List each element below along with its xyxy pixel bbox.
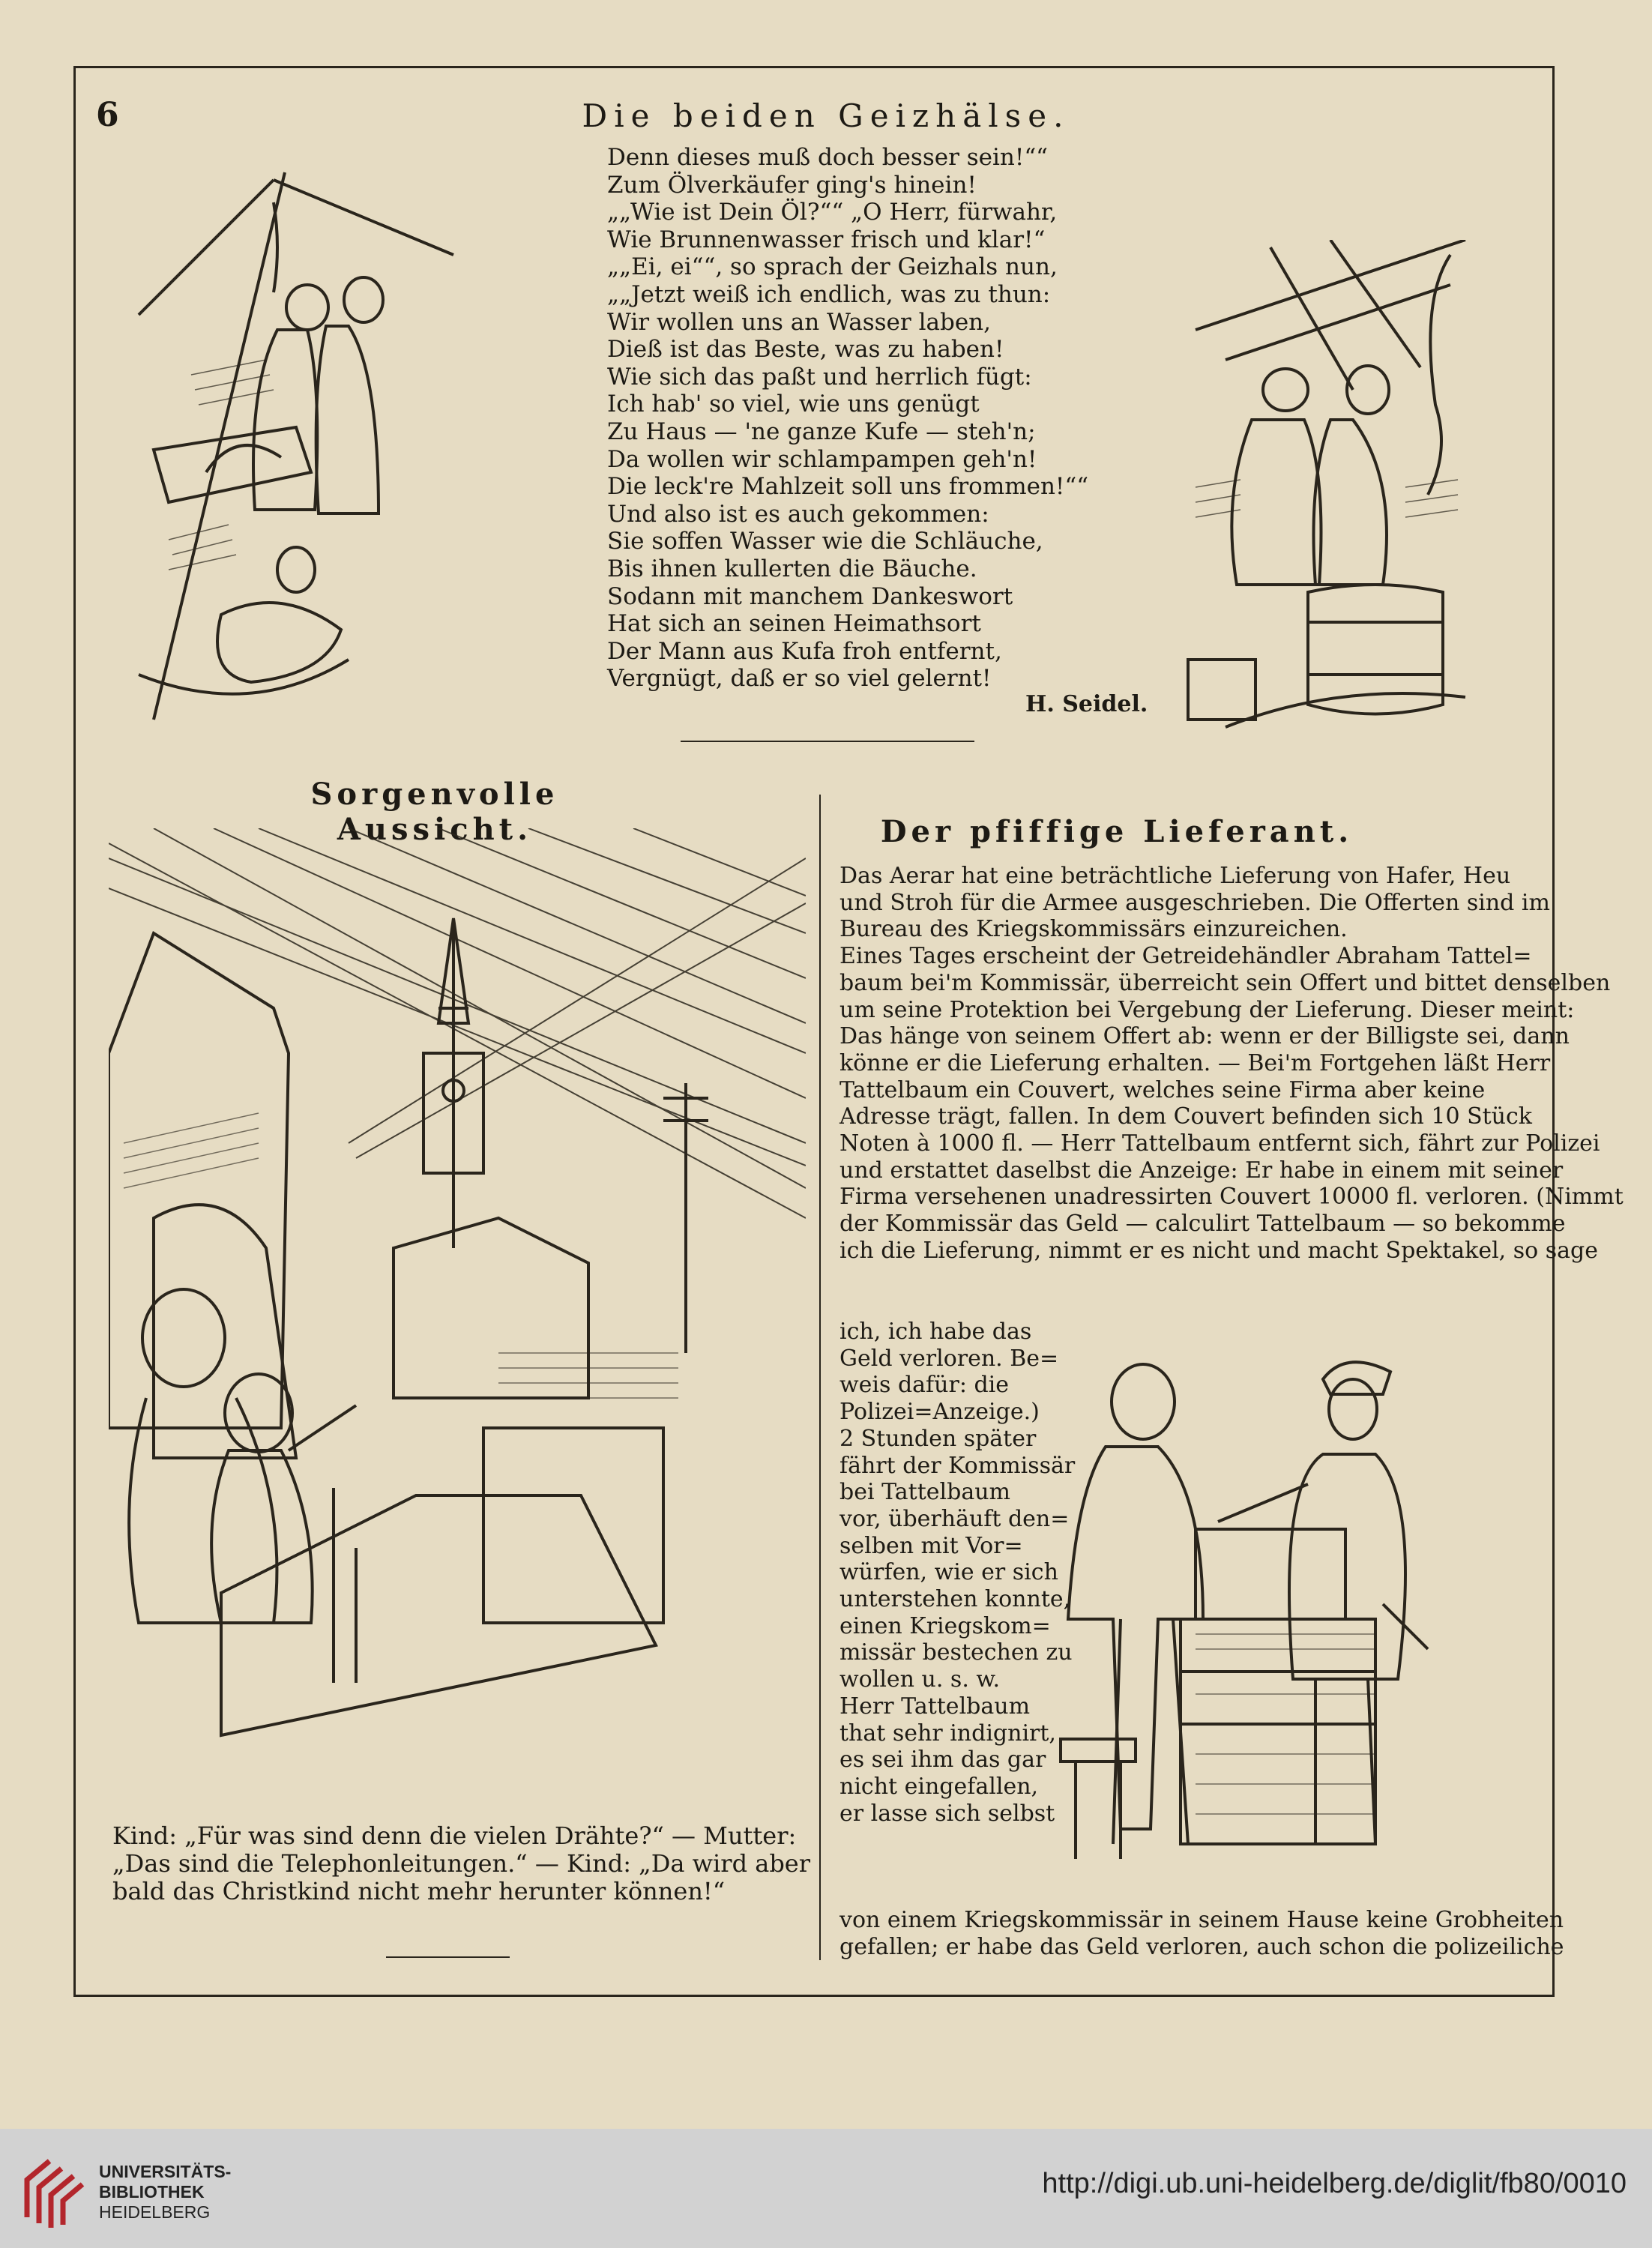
poem-line: Ich hab' so viel, wie uns genügt: [607, 391, 980, 418]
poem-line: Zum Ölverkäufer ging's hinein!: [607, 171, 977, 199]
poem-line: Hat sich an seinen Heimathsort: [607, 610, 981, 638]
article-line: weis dafür: die: [839, 1372, 1010, 1399]
page-title: Die beiden Geizhälse.: [582, 97, 1070, 134]
poem-line: Zu Haus — 'ne ganze Kufe — steh'n;: [607, 418, 1036, 445]
section-title-lieferant: Der pfiffige Lieferant.: [880, 814, 1354, 849]
illustration-misers-drinking: [1181, 240, 1473, 735]
article-line: Das Aerar hat eine beträchtliche Lieferung von Hafer, Heu: [839, 863, 1511, 889]
article-line: ich die Lieferung, nimmt er es nicht und macht Spektakel, so sage: [839, 1237, 1598, 1264]
article-line: gefallen; er habe das Geld verloren, auch schon die polizeiliche: [839, 1933, 1564, 1960]
caption-line: Kind: „Für was sind denn die vielen Drähte?“ — Mutter:: [112, 1821, 797, 1850]
article-line: ich, ich habe das: [839, 1319, 1032, 1345]
section-title-sorgenvolle: Sorgenvolle Aussicht.: [310, 777, 559, 847]
article-line: Tattelbaum ein Couvert, welches seine Firma aber keine: [839, 1076, 1486, 1103]
poem-line: Sie soffen Wasser wie die Schläuche,: [607, 528, 1043, 555]
article-body-full: [839, 863, 1624, 1265]
article-line: unterstehen konnte,: [839, 1586, 1071, 1613]
article-body-bottom: [839, 1907, 1564, 1960]
article-line: selben mit Vor=: [839, 1532, 1023, 1559]
article-line: fährt der Kommissär: [839, 1452, 1076, 1479]
poem-line: Denn dieses muß doch besser sein!““: [607, 144, 1049, 171]
library-footer: [0, 2129, 1652, 2248]
article-line: Geld verloren. Be=: [839, 1345, 1059, 1372]
library-name-line: HEIDELBERG: [99, 2202, 211, 2222]
library-name: [99, 2162, 231, 2223]
article-line: um seine Protektion bei Vergebung der Lieferung. Dieser meint:: [839, 996, 1575, 1023]
article-line: Polizei=Anzeige.): [839, 1399, 1040, 1426]
caption-line: „Das sind die Telephonleitungen.“ — Kind: „Da wird aber: [112, 1849, 811, 1878]
article-line: und Stroh für die Armee ausgeschrieben. Die Offerten sind im: [839, 889, 1550, 916]
poem-line: Sodann mit manchem Dankeswort: [607, 582, 1013, 610]
caption-line: bald das Christkind nicht mehr herunter können!“: [112, 1877, 726, 1905]
article-line: Bureau des Kriegskommissärs einzureichen.: [839, 916, 1348, 943]
poem-author: H. Seidel.: [1025, 691, 1148, 717]
article-line: that sehr indignirt,: [839, 1720, 1056, 1747]
article-line: 2 Stunden später: [839, 1425, 1037, 1452]
poem-line: Dieß ist das Beste, was zu haben!: [607, 336, 1004, 364]
illustration-telephone-wires: [109, 828, 806, 1810]
article-line: baum bei'm Kommissär, überreicht sein Offert und bittet denselben: [839, 969, 1611, 996]
library-logo-icon: [18, 2150, 90, 2232]
poem-line: Bis ihnen kullerten die Bäuche.: [607, 555, 977, 582]
poem-line: Da wollen wir schlampampen geh'n!: [607, 445, 1037, 473]
article-line: Das hänge von seinem Offert ab: wenn er der Billigste sei, dann: [839, 1023, 1570, 1050]
article-line: Adresse trägt, fallen. In dem Couvert befinden sich 10 Stück: [839, 1103, 1532, 1130]
poem-line: Wie Brunnenwasser frisch und klar!“: [607, 226, 1046, 253]
article-line: von einem Kriegskommissär in seinem Hause keine Grobheiten: [839, 1907, 1564, 1933]
section-divider: [681, 741, 974, 742]
article-line: missär bestechen zu: [839, 1639, 1073, 1666]
poem-line: Wie sich das paßt und herrlich fügt:: [607, 363, 1032, 391]
article-line: und erstattet daselbst die Anzeige: Er habe in einem mit seiner: [839, 1157, 1564, 1184]
library-name-line: BIBLIOTHEK: [99, 2182, 205, 2202]
poem-line: „„Ei, ei““, so sprach der Geizhals nun,: [607, 253, 1058, 281]
article-line: er lasse sich selbst: [839, 1800, 1055, 1827]
article-line: bei Tattelbaum: [839, 1479, 1010, 1506]
poem-line: Und also ist es auch gekommen:: [607, 500, 989, 528]
poem-line: Der Mann aus Kufa froh entfernt,: [607, 637, 1002, 665]
article-line: könne er die Lieferung erhalten. — Bei'm Fortgehen läßt Herr: [839, 1049, 1551, 1076]
page-number: 6: [96, 96, 119, 134]
article-line: es sei ihm das gar: [839, 1747, 1046, 1774]
article-line: vor, überhäuft den=: [839, 1505, 1070, 1532]
article-line: der Kommissär das Geld — calculirt Tattelbaum — so bekomme: [839, 1211, 1566, 1238]
poem-line: „„Wie ist Dein Öl?““ „O Herr, fürwahr,: [607, 199, 1058, 226]
library-name-line: UNIVERSITÄTS-: [99, 2162, 232, 2181]
article-line: einen Kriegskom=: [839, 1612, 1051, 1639]
source-url[interactable]: http://digi.ub.uni-heidelberg.de/diglit/fb80/0010: [1042, 2168, 1627, 2199]
illustration-caption: [112, 1822, 817, 1905]
poem-line: Die leck're Mahlzeit soll uns frommen!““: [607, 473, 1089, 501]
poem-line: Wir wollen uns an Wasser laben,: [607, 308, 991, 336]
illustration-misers-market: [124, 150, 476, 750]
poem-line: „„Jetzt weiß ich endlich, was zu thun:: [607, 280, 1051, 308]
article-line: Eines Tages erscheint der Getreidehändler Abraham Tattel=: [839, 943, 1532, 970]
article-line: Noten à 1000 fl. — Herr Tattelbaum entfernt sich, fährt zur Polizei: [839, 1130, 1600, 1157]
article-line: nicht eingefallen,: [839, 1773, 1039, 1800]
article-line: Firma versehenen unadressirten Couvert 10000 fl. verloren. (Nimmt: [839, 1184, 1624, 1211]
caption-divider: [386, 1956, 510, 1958]
article-body-narrow: [839, 1319, 1076, 1827]
column-divider: [819, 795, 821, 1960]
article-line: wollen u. s. w.: [839, 1666, 1001, 1693]
poem-line: Vergnügt, daß er so viel gelernt!: [607, 665, 992, 693]
illustration-commissioner: [1046, 1349, 1465, 1874]
article-line: würfen, wie er sich: [839, 1559, 1058, 1586]
article-line: Herr Tattelbaum: [839, 1693, 1031, 1720]
poem-text: [607, 144, 1177, 693]
